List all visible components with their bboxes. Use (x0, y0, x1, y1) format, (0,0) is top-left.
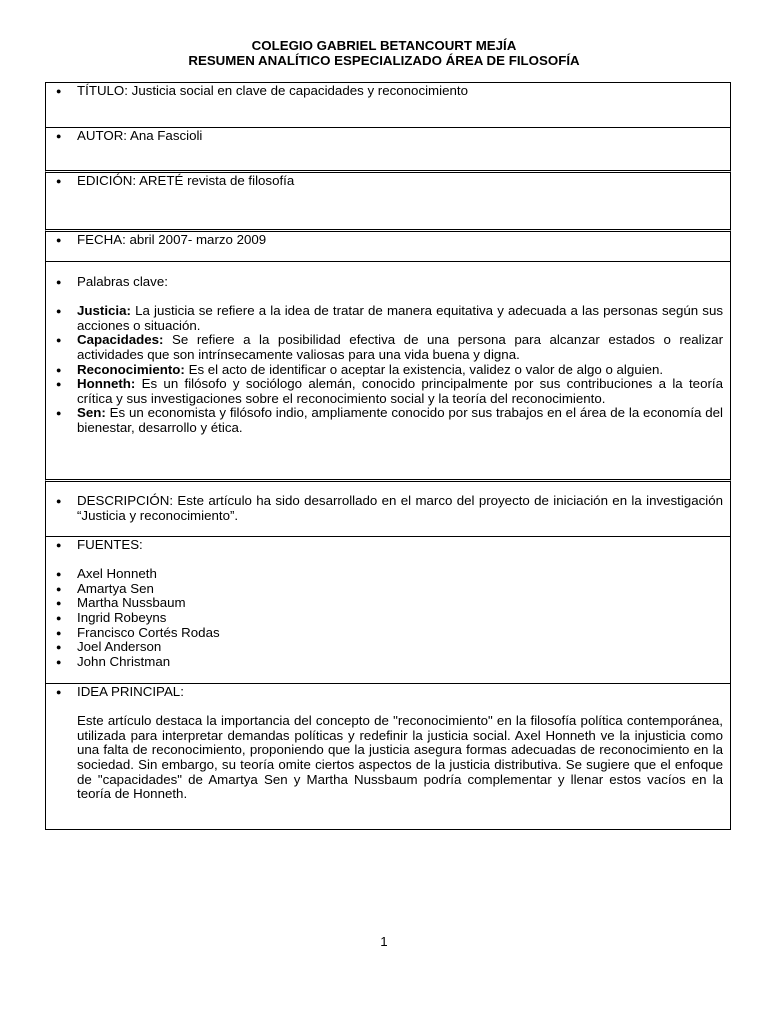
idea-principal-heading: ● IDEA PRINCIPAL: (77, 685, 723, 700)
idea-principal-text: Este artículo destaca la importancia del concepto de "reconocimiento" en la filosofía política contemporánea, utilizada para interpretar demandas políticas y redefinir la justicia social. Axel Honneth ve la injusticia como una falta de reconocimiento, proponiendo que la justicia asegura formas adecuadas de reconocimiento en la sociedad. Sin embargo, su teoría omite ciertos aspectos de la justicia distributiva. Se sugiere que el enfoque de "capacidades" de Amartya Sen y Martha Nussbaum podría complementar y llenar estos vacíos en la teoría de Honneth. (77, 713, 723, 802)
keyword-capacidades: ● Capacidades: Se refiere a la posibilidad efectiva de una persona para alcanzar estados o realizar actividades que son intrínsecamente valiosas para una vida buena y digna. (77, 333, 723, 362)
source-item: ● Joel Anderson (77, 640, 723, 655)
source-item: ● Martha Nussbaum (77, 596, 723, 611)
source-item: ● Axel Honneth (77, 567, 723, 582)
keyword-sen: ● Sen: Es un economista y filósofo indio, ampliamente conocido por sus trabajos en el área de la economía del bienestar, desarrollo y ética. (77, 406, 723, 435)
row-descripcion (45, 482, 731, 537)
row-palabras-clave (45, 262, 731, 482)
keyword-honneth: ● Honneth: Es un filósofo y sociólogo alemán, conocido principalmente por sus contribuciones a la teoría crítica y sus investigaciones sobre el reconocimiento social y la teoría del reconocimiento. (77, 377, 723, 406)
document-title: RESUMEN ANALÍTICO ESPECIALIZADO ÁREA DE FILOSOFÍA (188, 53, 580, 68)
source-item: ● Francisco Cortés Rodas (77, 626, 723, 641)
keyword-justicia: ● Justicia: La justicia se refiere a la idea de tratar de manera equitativa y adecuada a las personas según sus acciones o situación. (77, 304, 723, 333)
school-name: COLEGIO GABRIEL BETANCOURT MEJÍA (251, 38, 517, 53)
row-autor (45, 128, 731, 173)
keyword-reconocimiento: ● Reconocimiento: Es el acto de identificar o aceptar la existencia, validez o valor de algo o alguien. (77, 363, 723, 378)
page-number: 1 (380, 934, 388, 949)
source-item: ● Ingrid Robeyns (77, 611, 723, 626)
row-edicion (45, 173, 731, 232)
titulo-item: ● TÍTULO: Justicia social en clave de capacidades y reconocimiento (77, 84, 723, 99)
document-header (0, 38, 768, 68)
source-item: ● John Christman (77, 655, 723, 670)
row-fuentes (45, 537, 731, 684)
summary-table (45, 82, 731, 830)
descripcion-item: ● DESCRIPCIÓN: Este artículo ha sido desarrollado en el marco del proyecto de iniciación en la investigación “Justicia y reconocimiento”. (77, 494, 723, 523)
edicion-item: ● EDICIÓN: ARETÉ revista de filosofía (77, 174, 723, 189)
fuentes-heading: ● FUENTES: (77, 538, 723, 553)
fecha-item: ● FECHA: abril 2007- marzo 2009 (77, 233, 723, 248)
row-titulo (45, 83, 731, 128)
palabras-clave-heading: ● Palabras clave: (77, 275, 723, 290)
row-idea-principal (45, 684, 731, 830)
row-fecha (45, 232, 731, 262)
source-item: ● Amartya Sen (77, 582, 723, 597)
autor-item: ● AUTOR: Ana Fascioli (77, 129, 723, 144)
